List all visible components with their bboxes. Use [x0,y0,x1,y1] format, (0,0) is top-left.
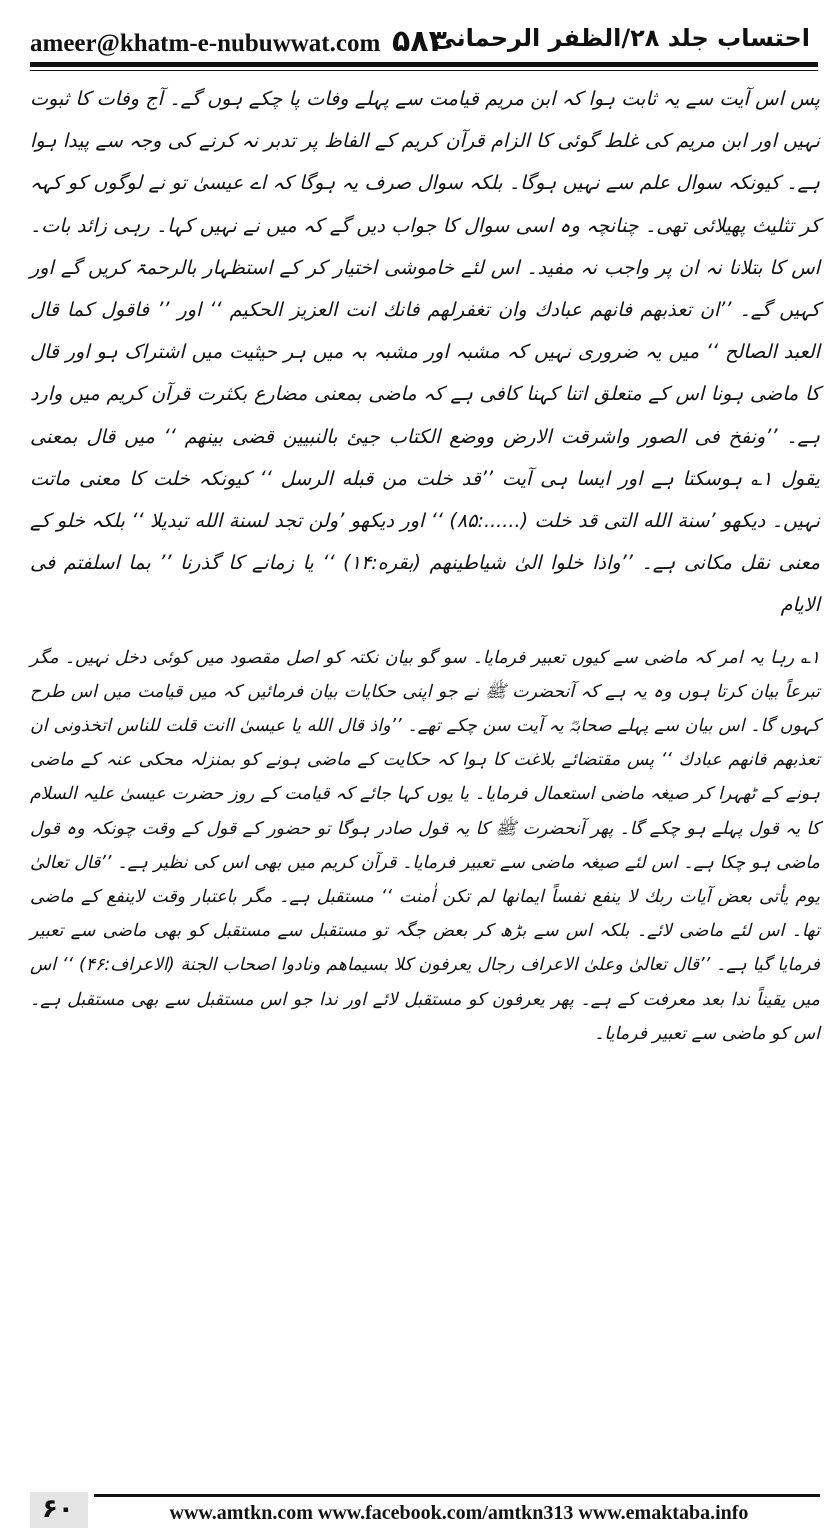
footer-rule [94,1494,820,1497]
page-footer [30,1492,820,1532]
footer-page-number-box [30,1492,88,1528]
footer-page-number: ۶۰ [42,1494,74,1524]
main-text [30,78,820,1051]
footer-urls: www.amtkn.com www.facebook.com/amtkn313 www.emaktaba.info [169,1502,749,1524]
header-page-number: ۵۸۳ [392,24,447,59]
header-running-title: احتساب جلد ۲۸/الظفر الرحمانی [432,24,810,52]
header-email: ameer@khatm-e-nubuwwat.com [30,30,381,57]
footnote-paragraph: ۱؎ رہا یہ امر کہ ماضی سے کیوں تعبیر فرمایا۔ سو گو بیان نکتہ کو اصل مقصود میں کوئی دخل نہیں۔ مگر تبرعاً بیان کرتا ہوں وہ یہ ہے کہ آنحضرت ﷺ نے جو اپنی حکایات بیان فرمائیں کہ میں قیامت میں اس طرح کہوں گا۔ اس بیان سے پہلے صحابہؓ یہ آیت سن چکے تھے۔ ’’واذ قال الله يا عيسىٰ اانت قلت للناس اتخذونى ان تعذبهم فانهم عبادك ‘‘ پس مقتضائے بلاغت کا ہوا کہ حکایت کے ماضی ہونے کو بمنزلہ محکی عنہ کے ماضی ہونے کے ٹھہرا کر صیغہ ماضی استعمال فرمایا۔ یا یوں کہا جائے کہ قیامت کے روز حضرت عیسیٰ علیہ السلام کا یہ قول پہلے ہو چکے گا۔ پھر آنحضرت ﷺ کا یہ قول صادر ہوگا تو حضور کے قول کے وقت چونکہ وہ قول ماضی ہو چکا ہے۔ اس لئے صیغہ ماضی سے تعبیر فرمایا۔ قرآن کریم میں بھی اس کی نظیر ہے۔ ’’قال تعالىٰ يوم يأتى بعض آيات ربك لا ينفع نفساً ايمانها لم تكن اٰمنت ‘‘ مستقبل ہے۔ مگر باعتبار وقت لاینفع کے ماضی تھا۔ اس لئے ماضی لائے۔ بلکہ اس سے بڑھ کر بعض جگہ تو مستقبل سے مستقبل کو بھی ماضی سے تعبیر فرمایا گیا ہے۔ ’’قال تعالىٰ وعلىٰ الاعراف رجال يعرفون كلا بسيماهم ونادوا اصحاب الجنة (الاعراف:۴۶) ‘‘ اس میں یقیناً ندا بعد معرفت کے ہے۔ پھر یعرفون کو مستقبل لائے اور ندا جو اس مستقبل سے بھی مستقبل ہے۔ اس کو ماضی سے تعبیر فرمایا۔ [30,647,820,1044]
page-header [0,0,840,66]
header-rule-thin [30,70,818,71]
main-paragraph: پس اس آیت سے یہ ثابت ہوا کہ ابن مریم قیامت سے پہلے وفات پا چکے ہوں گے۔ آج وفات کا ثبوت نہیں اور ابن مریم کی غلط گوئی کا الزام قرآن کریم کے الفاظ پر تدبر نہ کرنے کی وجہ سے پیدا ہوا ہے۔ کیونکہ سوال علم سے نہیں ہوگا۔ بلکہ سوال صرف یہ ہوگا کہ اے عیسیٰ تو نے لوگوں کو کہہ کر تثلیث پھیلائی تھی۔ چنانچہ وہ اسی سوال کا جواب دیں گے کہ میں نے نہیں کہا۔ رہی زائد بات۔ اس کا بتلانا نہ ان پر واجب نہ مفید۔ اس لئے خاموشی اختیار کر کے استظہار بالرحمۃ کریں گے اور کہیں گے۔ ’’ان تعذبهم فانهم عبادك وان تغفرلهم فانك انت العزيز الحكيم ‘‘ اور ’’ فاقول كما قال العبد الصالح ‘‘ میں یہ ضروری نہیں کہ مشبہ اور مشبہ بہ میں ہر حیثیت میں اشتراک ہو اور قال کا ماضی ہونا اس کے متعلق اتنا کہنا کافی ہے کہ ماضی بمعنی مضارع بکثرت قرآن کریم میں وارد ہے۔ ’’ونفخ فى الصور واشرقت الارض ووضع الكتاب جيئ بالنبيين قضى بينهم ‘‘ میں قال بمعنی یقول ۱؎ ہوسکتا ہے اور ایسا ہی آیت ’’قد خلت من قبله الرسل ‘‘ کیونکہ خلت کا معنی ماتت نہیں۔ دیکھو ’سنة الله التى قد خلت (......:۸۵) ‘‘ اور دیکھو ’ولن تجد لسنة الله تبديلا ‘‘ بلکہ خلو کے معنی نقل مکانی ہے۔ ’’واذا خلوا الىٰ شياطينهم (بقره:۱۴) ‘‘ یا زمانے کا گذرنا ’’ بما اسلفتم فى الايام [30,87,820,617]
header-rule-thick [30,62,818,67]
